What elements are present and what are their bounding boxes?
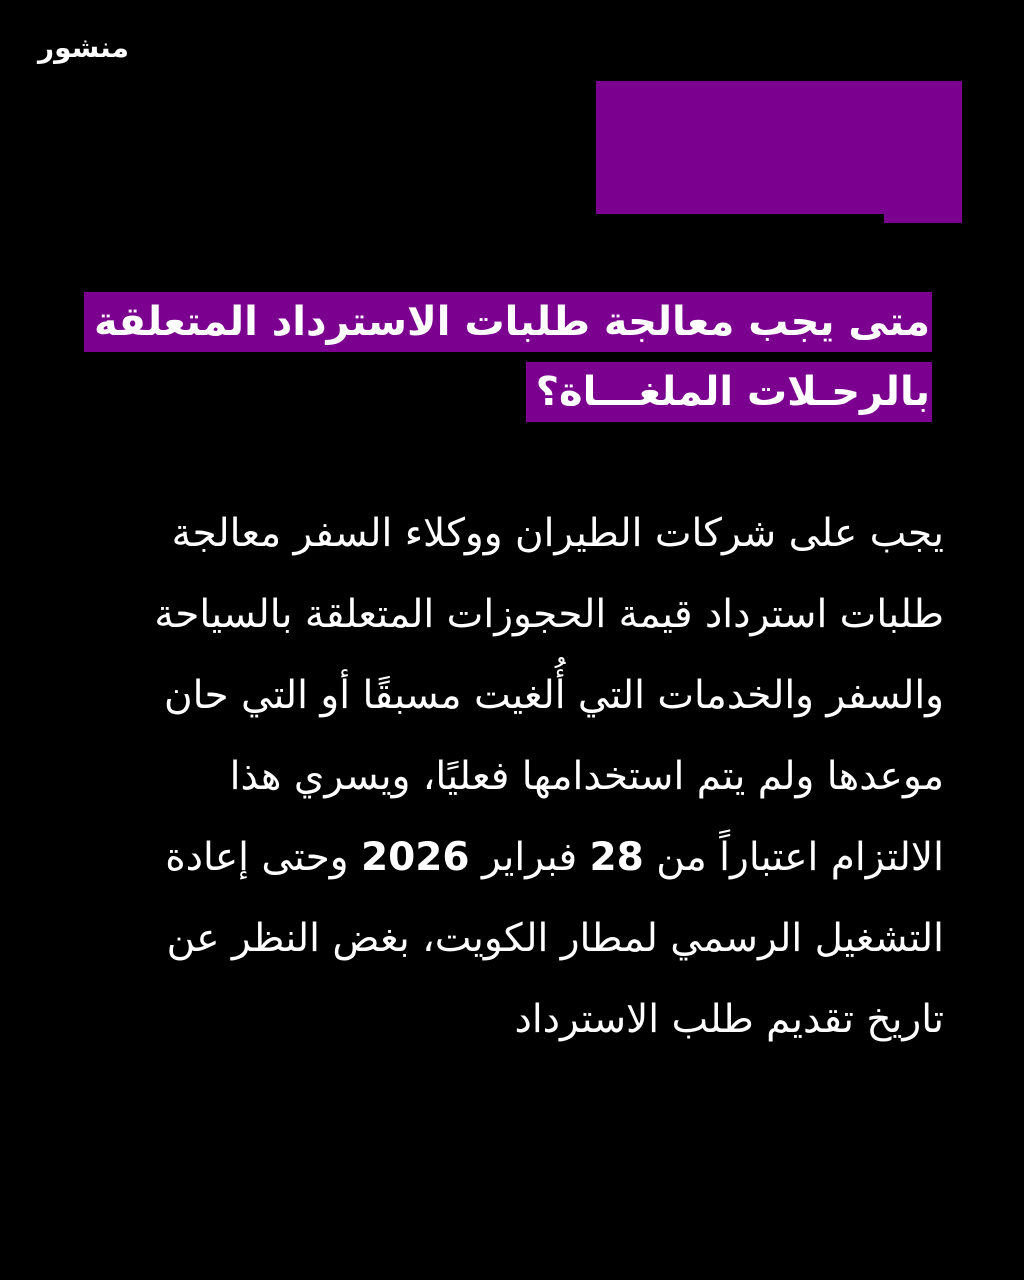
body-line-6: التشغيل الرسمي لمطار الكويت، بغض النظر عن: [166, 916, 944, 961]
body-line-3: والسفر والخدمات التي أُلغيت مسبقًا أو التي حان: [164, 673, 944, 718]
decorative-purple-notch: [884, 214, 962, 223]
body-line-2: طلبات استرداد قيمة الحجوزات المتعلقة بالسياحة: [154, 592, 944, 637]
decorative-purple-block: [596, 81, 962, 214]
brand-logo: منشور: [38, 31, 129, 64]
body-line-5-start: الالتزام اعتباراً من: [656, 835, 944, 880]
headline-line-2: بالرحـلات الملغـــاة؟: [526, 362, 932, 422]
date-day: 28: [589, 835, 644, 880]
headline-line-1: متى يجب معالجة طلبات الاسترداد المتعلقة: [84, 292, 932, 352]
body-line-1: يجب على شركات الطيران ووكلاء السفر معالجة: [171, 511, 944, 556]
body-line-5: [64, 817, 944, 898]
date-month: فبراير: [481, 835, 578, 880]
date-year: 2026: [361, 835, 470, 880]
body-line-7: تاريخ تقديم طلب الاسترداد: [514, 997, 944, 1042]
headline: [52, 292, 932, 422]
body-line-4: موعدها ولم يتم استخدامها فعليًا، ويسري هذا: [229, 754, 944, 799]
body-line-5-end: وحتى إعادة: [165, 835, 349, 880]
body-paragraph: [64, 493, 944, 1060]
